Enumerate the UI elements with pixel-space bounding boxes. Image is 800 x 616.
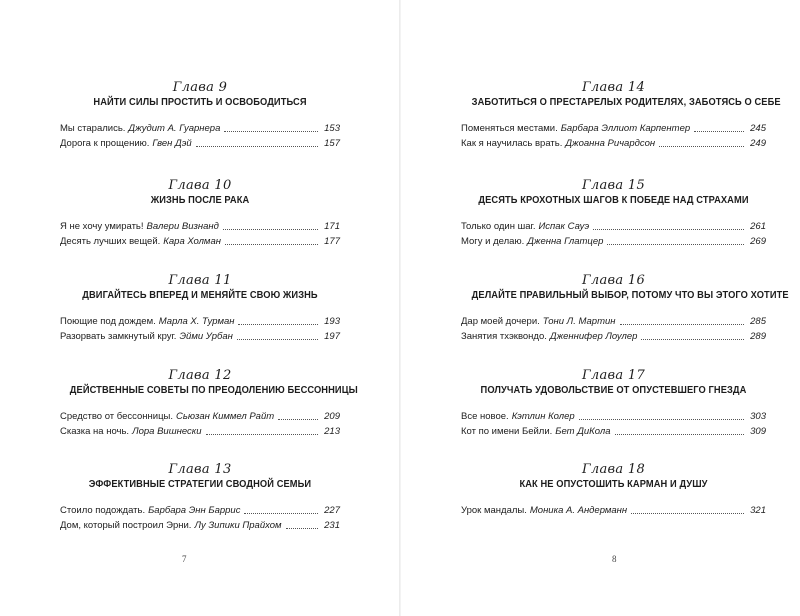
chapter-label: Глава 14 — [581, 80, 646, 95]
entry-page: 309 — [750, 426, 766, 437]
entry-title: Средство от бессонницы. — [60, 411, 174, 422]
entry-title: Сказка на ночь. — [60, 426, 130, 437]
entry-title: Дорога к прощению. — [60, 138, 150, 149]
entry-page: 261 — [750, 221, 766, 232]
chapter-17 — [461, 368, 766, 439]
toc-entry[interactable] — [461, 409, 766, 424]
chapter-title: КАК НЕ ОПУСТОШИТЬ КАРМАН И ДУШУ — [519, 479, 708, 490]
entry-title: Дом, который построил Эрни. — [60, 520, 192, 531]
toc-entry[interactable] — [461, 329, 766, 344]
leader-dots — [224, 131, 318, 132]
leader-dots — [225, 244, 318, 245]
entry-author: Тони Л. Мартин — [542, 316, 616, 327]
entry-title: Стоило подождать. — [60, 505, 146, 516]
entry-author: Бет ДиКола — [555, 426, 611, 437]
entry-author: Гвен Дэй — [152, 138, 192, 149]
leader-dots — [607, 244, 744, 245]
chapter-16 — [461, 273, 789, 344]
toc-entry[interactable] — [461, 219, 766, 234]
entry-page: 231 — [324, 520, 340, 531]
entry-page: 269 — [750, 236, 766, 247]
chapter-title: ЗАБОТИТЬСЯ О ПРЕСТАРЕЛЫХ РОДИТЕЛЯХ, ЗАБОТЯСЬ О СЕБЕ — [471, 97, 781, 108]
entry-author: Сьюзан Киммел Райт — [176, 411, 275, 422]
chapter-label: Глава 17 — [581, 368, 646, 383]
entry-page: 285 — [750, 316, 766, 327]
chapter-label: Глава 9 — [172, 80, 228, 95]
leader-dots — [238, 324, 318, 325]
chapter-title: ЭФФЕКТИВНЫЕ СТРАТЕГИИ СВОДНОЙ СЕМЬИ — [88, 479, 312, 490]
entry-page: 193 — [324, 316, 340, 327]
entry-page: 249 — [750, 138, 766, 149]
chapter-title: ДЕЛАЙТЕ ПРАВИЛЬНЫЙ ВЫБОР, ПОТОМУ ЧТО ВЫ ЭТОГО ХОТИТЕ — [471, 290, 789, 301]
entry-page: 227 — [324, 505, 340, 516]
leader-dots — [631, 513, 744, 514]
leader-dots — [659, 146, 744, 147]
toc-entry[interactable] — [60, 409, 340, 424]
right-page — [401, 0, 800, 616]
chapter-label: Глава 11 — [168, 273, 232, 288]
entry-author: Моника А. Андерманн — [529, 505, 628, 516]
entry-author: Кэтлин Колер — [511, 411, 575, 422]
chapter-title: ДЕЙСТВЕННЫЕ СОВЕТЫ ПО ПРЕОДОЛЕНИЮ БЕССОННИЦЫ — [69, 385, 358, 396]
toc-entry[interactable] — [461, 424, 766, 439]
page-number: 8 — [612, 554, 617, 564]
toc-entry[interactable] — [461, 314, 766, 329]
entry-title: Поменяться местами. — [461, 123, 558, 134]
chapter-title: ДВИГАЙТЕСЬ ВПЕРЕД И МЕНЯЙТЕ СВОЮ ЖИЗНЬ — [82, 290, 318, 301]
chapter-title: ДЕСЯТЬ КРОХОТНЫХ ШАГОВ К ПОБЕДЕ НАД СТРАХАМИ — [478, 195, 749, 206]
leader-dots — [579, 419, 744, 420]
leader-dots — [278, 419, 318, 420]
toc-entry[interactable] — [60, 234, 340, 249]
leader-dots — [244, 513, 318, 514]
entry-title: Занятия тхэквондо. — [461, 331, 547, 342]
leader-dots — [223, 229, 318, 230]
chapter-title: НАЙТИ СИЛЫ ПРОСТИТЬ И ОСВОБОДИТЬСЯ — [93, 97, 307, 108]
entry-title: Я не хочу умирать! — [60, 221, 144, 232]
toc-entry[interactable] — [461, 136, 766, 151]
chapter-label: Глава 10 — [168, 178, 232, 193]
entry-title: Дар моей дочери. — [461, 316, 540, 327]
entry-page: 245 — [750, 123, 766, 134]
leader-dots — [237, 339, 318, 340]
toc-entry[interactable] — [60, 329, 340, 344]
entry-title: Урок мандалы. — [461, 505, 527, 516]
entry-author: Эйми Урбан — [179, 331, 233, 342]
entry-author: Барбара Эллиот Карпентер — [560, 123, 691, 134]
leader-dots — [641, 339, 744, 340]
entry-author: Валери Визнанд — [146, 221, 219, 232]
chapter-10 — [60, 178, 340, 249]
toc-entry[interactable] — [60, 219, 340, 234]
chapter-14 — [461, 80, 781, 151]
entry-page: 177 — [324, 236, 340, 247]
chapter-title: ПОЛУЧАТЬ УДОВОЛЬСТВИЕ ОТ ОПУСТЕВШЕГО ГНЕЗДА — [480, 385, 747, 396]
leader-dots — [286, 528, 318, 529]
entry-title: Как я научилась врать. — [461, 138, 563, 149]
entry-title: Все новое. — [461, 411, 509, 422]
toc-entry[interactable] — [461, 503, 766, 518]
entry-page: 157 — [324, 138, 340, 149]
chapter-11 — [60, 273, 340, 344]
entry-title: Могу и делаю. — [461, 236, 525, 247]
chapter-label: Глава 15 — [581, 178, 646, 193]
entry-page: 303 — [750, 411, 766, 422]
entry-author: Лу Зипики Прайхом — [194, 520, 282, 531]
entry-author: Барбара Энн Баррис — [148, 505, 241, 516]
leader-dots — [620, 324, 745, 325]
chapter-title: ЖИЗНЬ ПОСЛЕ РАКА — [150, 195, 250, 206]
page-number: 7 — [182, 554, 187, 564]
entry-page: 153 — [324, 123, 340, 134]
entry-page: 289 — [750, 331, 766, 342]
leader-dots — [206, 434, 318, 435]
chapter-label: Глава 13 — [168, 462, 232, 477]
chapter-9 — [60, 80, 340, 151]
chapter-18 — [461, 462, 766, 518]
chapter-15 — [461, 178, 766, 249]
entry-author: Кара Холман — [163, 236, 221, 247]
entry-author: Джоанна Ричардсон — [565, 138, 656, 149]
toc-entry[interactable] — [60, 121, 340, 136]
leader-dots — [615, 434, 745, 435]
entry-page: 171 — [324, 221, 340, 232]
chapter-label: Глава 12 — [168, 368, 232, 383]
toc-entry[interactable] — [60, 424, 340, 439]
toc-entry[interactable] — [60, 314, 340, 329]
entry-author: Марла Х. Турман — [158, 316, 235, 327]
entry-title: Только один шаг. — [461, 221, 536, 232]
entry-page: 209 — [324, 411, 340, 422]
entry-author: Дженна Глатцер — [527, 236, 604, 247]
entry-page: 321 — [750, 505, 766, 516]
entry-title: Кот по имени Бейли. — [461, 426, 553, 437]
leader-dots — [694, 131, 744, 132]
entry-author: Джудит А. Гуарнера — [128, 123, 221, 134]
toc-entry[interactable] — [461, 234, 766, 249]
entry-author: Дженнифер Лоулер — [549, 331, 638, 342]
entry-title: Десять лучших вещей. — [60, 236, 161, 247]
chapter-12 — [60, 368, 358, 439]
entry-title: Мы старались. — [60, 123, 126, 134]
toc-entry[interactable] — [60, 136, 340, 151]
entry-author: Лора Вишнески — [132, 426, 202, 437]
entry-page: 213 — [324, 426, 340, 437]
leader-dots — [593, 229, 744, 230]
toc-entry[interactable] — [60, 518, 340, 533]
entry-title: Поющие под дождем. — [60, 316, 156, 327]
entry-title: Разорвать замкнутый круг. — [60, 331, 177, 342]
chapter-label: Глава 16 — [581, 273, 646, 288]
entry-author: Испак Сауэ — [538, 221, 590, 232]
chapter-13 — [60, 462, 340, 533]
leader-dots — [196, 146, 318, 147]
toc-entry[interactable] — [60, 503, 340, 518]
toc-entry[interactable] — [461, 121, 766, 136]
entry-page: 197 — [324, 331, 340, 342]
chapter-label: Глава 18 — [581, 462, 646, 477]
